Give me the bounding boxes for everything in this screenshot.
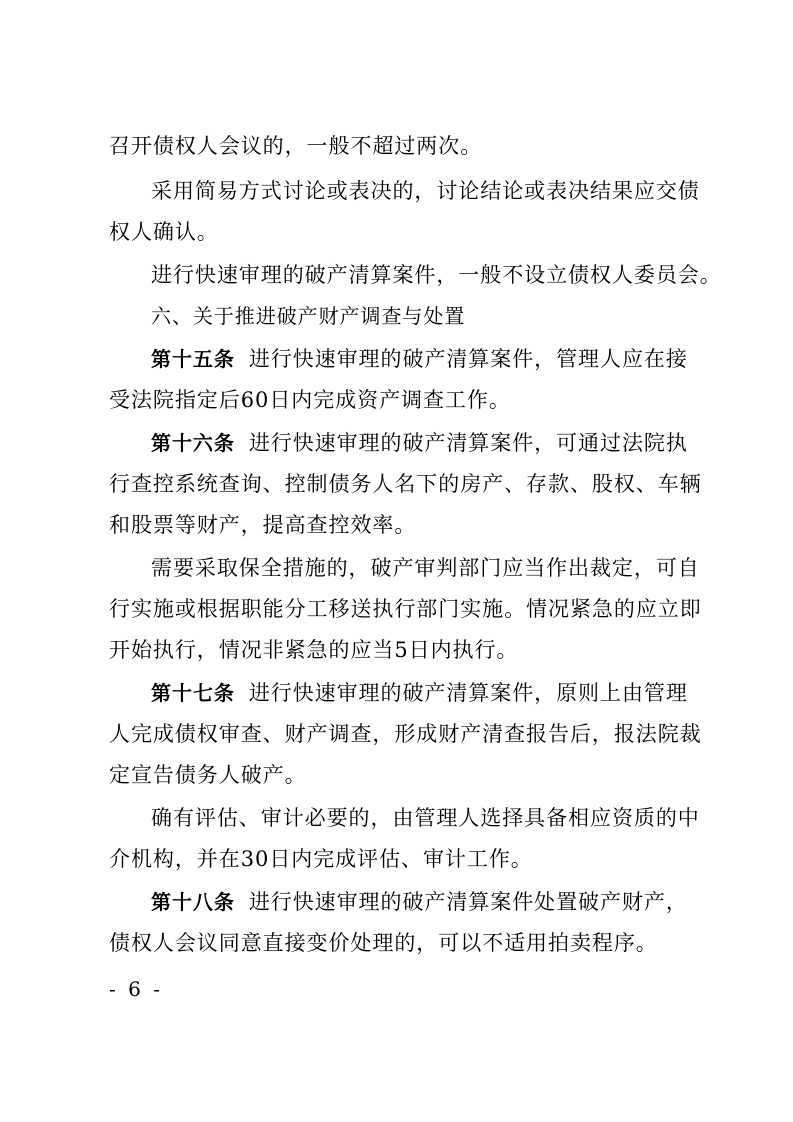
text-line: 进行快速审理的破产清算案件，原则上由管理 (248, 681, 688, 705)
page-number: - 6 - (109, 977, 163, 1001)
text-line: 和股票等财产，提高查控效率。 (109, 513, 417, 537)
text-line: 受法院指定后60日内完成资产调查工作。 (109, 388, 511, 412)
text-line: 人完成债权审查、财产调查，形成财产清查报告后，报法院裁 (109, 722, 702, 746)
text-line: 权人确认。 (109, 220, 219, 244)
text-line: 进行快速审理的破产清算案件，一般不设立债权人委员会。 (151, 263, 722, 287)
article-15-label: 第十五条 (151, 347, 235, 371)
section-heading: 六、关于推进破产财产调查与处置 (151, 304, 466, 328)
text-line: 需要采取保全措施的，破产审判部门应当作出裁定，可自 (151, 556, 700, 580)
text-line: 介机构，并在30日内完成评估、审计工作。 (109, 847, 533, 871)
article-18-line (151, 887, 688, 917)
text-line: 进行快速审理的破产清算案件，管理人应在接 (248, 347, 688, 371)
text-line: 行实施或根据职能分工移送执行部门实施。情况紧急的应立即 (109, 597, 702, 621)
text-line: 行查控系统查询、控制债务人名下的房产、存款、股权、车辆 (109, 472, 702, 496)
text-line: 确有评估、审计必要的，由管理人选择具备相应资质的中 (151, 806, 700, 830)
text-line: 进行快速审理的破产清算案件，可通过法院执 (248, 431, 688, 455)
article-15-line (151, 344, 688, 374)
article-17-label: 第十七条 (151, 681, 235, 705)
article-18-label: 第十八条 (151, 890, 235, 914)
article-16-label: 第十六条 (151, 431, 235, 455)
article-17-line (151, 678, 688, 708)
text-line: 采用简易方式讨论或表决的，讨论结论或表决结果应交债 (151, 179, 700, 203)
text-line: 债权人会议同意直接变价处理的，可以不适用拍卖程序。 (109, 931, 658, 955)
text-line: 开始执行，情况非紧急的应当5日内执行。 (109, 638, 519, 662)
article-16-line (151, 428, 688, 458)
text-line: 进行快速审理的破产清算案件处置破产财产， (248, 890, 688, 914)
text-line: 召开债权人会议的，一般不超过两次。 (109, 134, 483, 158)
text-line: 定宣告债务人破产。 (109, 763, 307, 787)
